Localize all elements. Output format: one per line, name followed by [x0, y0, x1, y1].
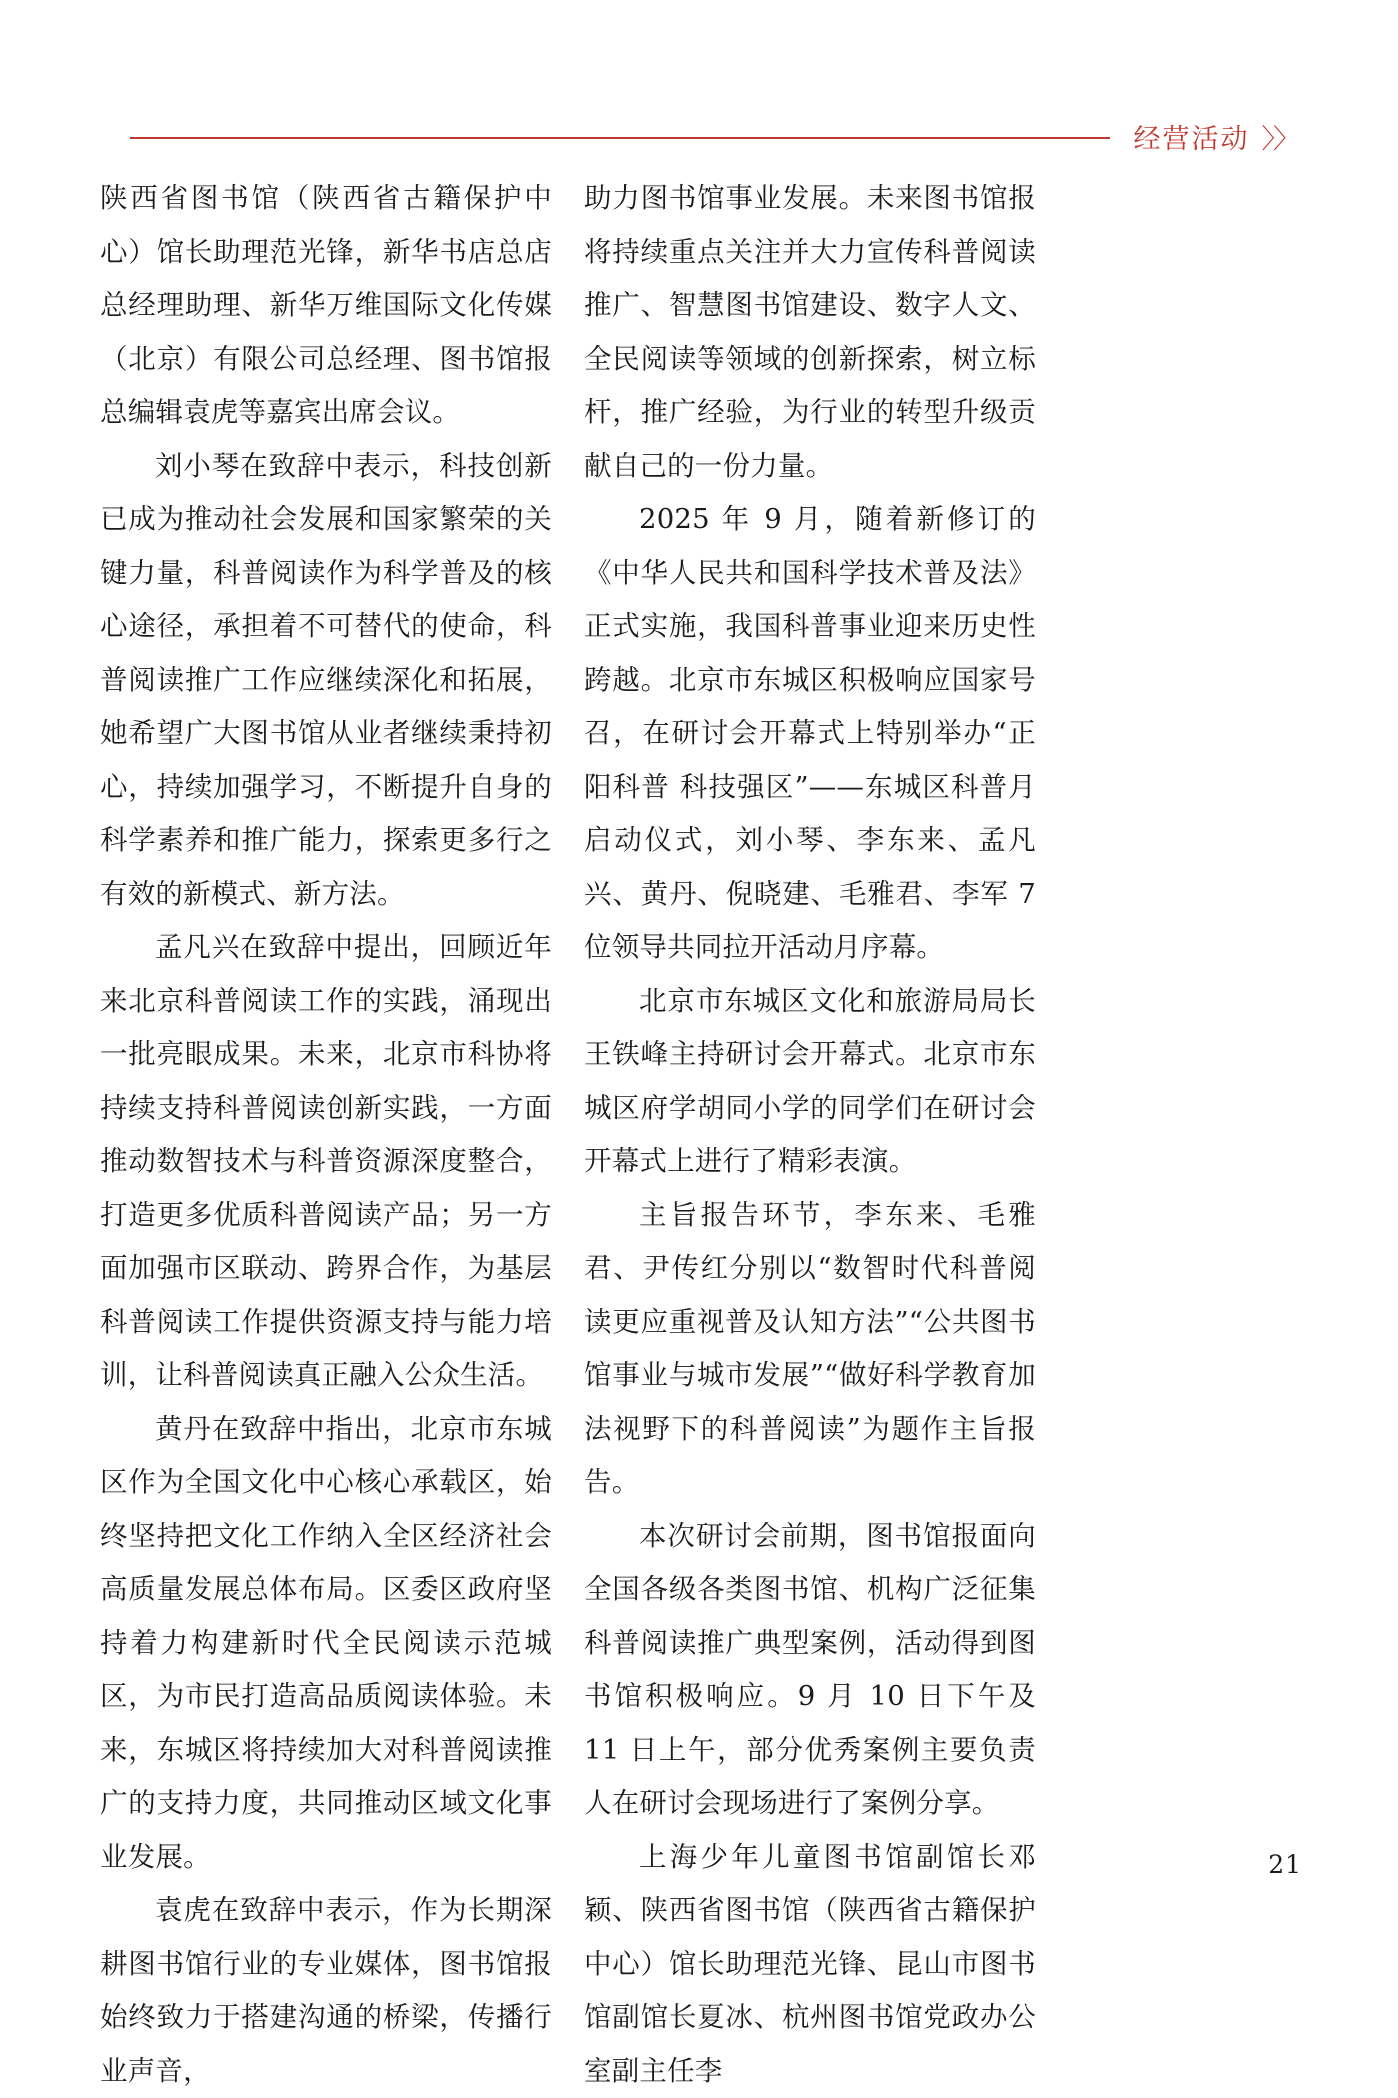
article-body [100, 172, 1298, 2098]
paragraph: 袁虎在致辞中表示，作为长期深耕图书馆行业的专业媒体，图书馆报始终致力于搭建沟通的桥梁，传播行业声音， [100, 1884, 552, 2098]
header-rule-divider [130, 137, 1110, 139]
section-title: 经营活动 [1134, 117, 1250, 156]
paragraph: 2025 年 9 月，随着新修订的《中华人民共和国科学技术普及法》正式实施，我国科普事业迎来历史性跨越。北京市东城区积极响应国家号召，在研讨会开幕式上特别举办“正阳科普 科技强区”——东城区科普月启动仪式，刘小琴、李东来、孟凡兴、黄丹、倪晓建、毛雅君、李军 7 位领导共同拉开活动月序幕。 [584, 493, 1036, 975]
paragraph: 上海少年儿童图书馆副馆长邓颖、陕西省图书馆（陕西省古籍保护中心）馆长助理范光锋、昆山市图书馆副馆长夏冰、杭州图书馆党政办公室副主任李 [584, 1831, 1036, 2098]
double-chevron-right-icon: 〉〉 [1262, 117, 1299, 156]
paragraph: 本次研讨会前期，图书馆报面向全国各级各类图书馆、机构广泛征集科普阅读推广典型案例，活动得到图书馆积极响应。9 月 10 日下午及 11 日上午，部分优秀案例主要负责人在研讨会现场进行了案例分享。 [584, 1510, 1036, 1831]
paragraph: 助力图书馆事业发展。未来图书馆报将持续重点关注并大力宣传科普阅读推广、智慧图书馆建设、数字人文、全民阅读等领域的创新探索，树立标杆，推广经验，为行业的转型升级贡献自己的一份力量。 [584, 172, 1036, 493]
text-column-left [100, 172, 552, 2098]
paragraph: 陕西省图书馆（陕西省古籍保护中心）馆长助理范光锋，新华书店总店总经理助理、新华万维国际文化传媒（北京）有限公司总经理、图书馆报总编辑袁虎等嘉宾出席会议。 [100, 172, 552, 440]
paragraph: 孟凡兴在致辞中提出，回顾近年来北京科普阅读工作的实践，涌现出一批亮眼成果。未来，北京市科协将持续支持科普阅读创新实践，一方面推动数智技术与科普资源深度整合，打造更多优质科普阅读产品；另一方面加强市区联动、跨界合作，为基层科普阅读工作提供资源支持与能力培训，让科普阅读真正融入公众生活。 [100, 921, 552, 1403]
page-running-header [0, 108, 1398, 164]
text-column-right [584, 172, 1036, 2098]
paragraph: 北京市东城区文化和旅游局局长王铁峰主持研讨会开幕式。北京市东城区府学胡同小学的同学们在研讨会开幕式上进行了精彩表演。 [584, 975, 1036, 1189]
paragraph: 主旨报告环节，李东来、毛雅君、尹传红分别以“数智时代科普阅读更应重视普及认知方法”“公共图书馆事业与城市发展”“做好科学教育加法视野下的科普阅读”为题作主旨报告。 [584, 1189, 1036, 1510]
page-number: 21 [1268, 1850, 1302, 1879]
paragraph: 刘小琴在致辞中表示，科技创新已成为推动社会发展和国家繁荣的关键力量，科普阅读作为科学普及的核心途径，承担着不可替代的使命，科普阅读推广工作应继续深化和拓展，她希望广大图书馆从业者继续秉持初心，持续加强学习，不断提升自身的科学素养和推广能力，探索更多行之有效的新模式、新方法。 [100, 440, 552, 922]
paragraph: 黄丹在致辞中指出，北京市东城区作为全国文化中心核心承载区，始终坚持把文化工作纳入全区经济社会高质量发展总体布局。区委区政府坚持着力构建新时代全民阅读示范城区，为市民打造高品质阅读体验。未来，东城区将持续加大对科普阅读推广的支持力度，共同推动区域文化事业发展。 [100, 1403, 552, 1885]
